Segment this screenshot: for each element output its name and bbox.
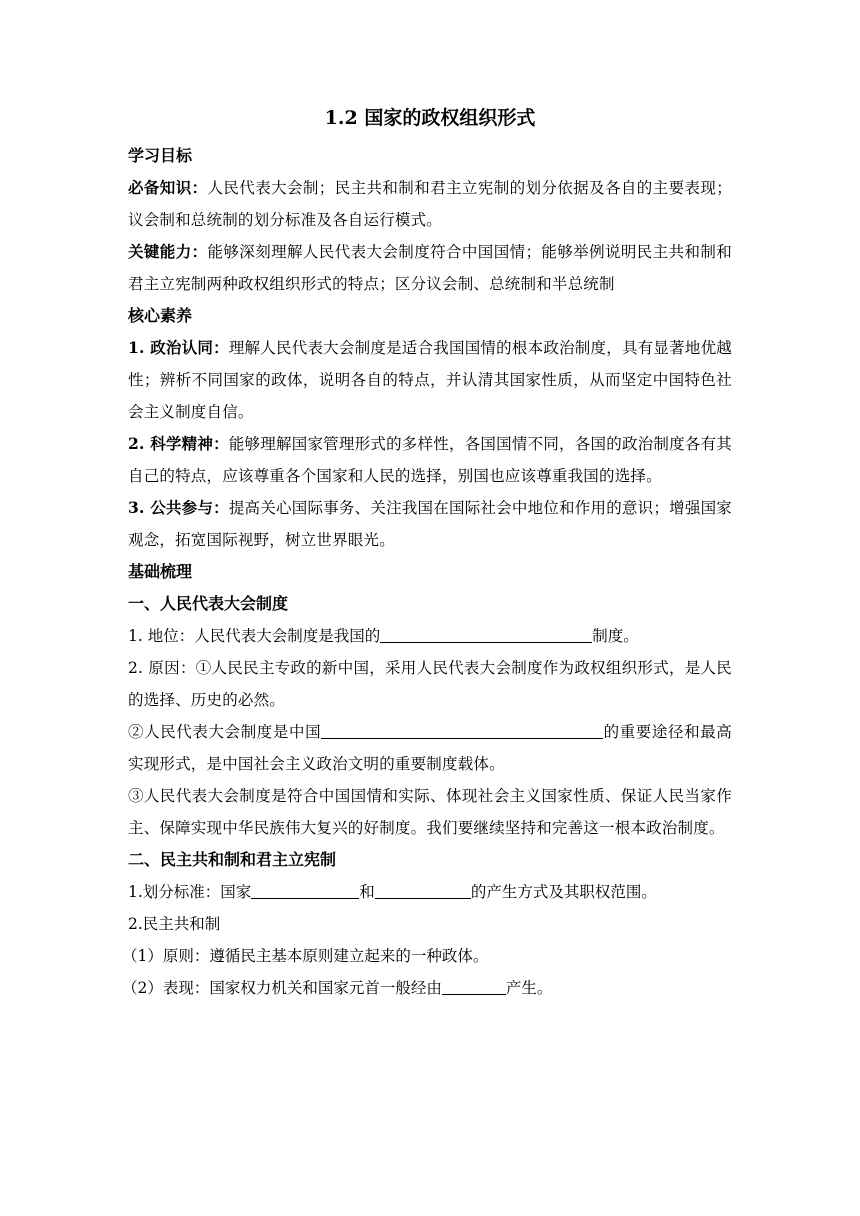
literacy-item-label: 2. 科学精神： <box>128 434 229 453</box>
section1-reason3-paragraph: ③人民代表大会制度是符合中国国情和实际、体现社会主义国家性质、保证人民当家作主、保障实现中华民族伟大复兴的好制度。我们要继续坚持和完善这一根本政治制度。 <box>128 787 732 837</box>
document-page <box>122 104 732 1004</box>
section2-principle-paragraph: （1）原则：遵循民主基本原则建立起来的一种政体。 <box>122 947 489 965</box>
literacy-item <box>128 332 732 428</box>
status-text-end: 制度。 <box>592 627 639 645</box>
fill-blank[interactable] <box>380 624 592 643</box>
basics-heading: 基础梳理 <box>128 562 193 581</box>
knowledge-label: 必备知识： <box>128 178 208 197</box>
literacy-item-text: 提高关心国际事务、关注我国在国际社会中地位和作用的意识；增强国家观念，拓宽国际视野，树立世界眼光。 <box>128 499 732 549</box>
reason2-text-end: 的重要途径和最高实现形式，是中国社会主义政治文明的重要制度载体。 <box>128 723 732 773</box>
standard-text: 1.划分标准：国家 <box>128 883 252 901</box>
knowledge-paragraph <box>128 172 732 236</box>
fill-blank[interactable] <box>321 720 603 739</box>
literacy-item-label: 3. 公共参与： <box>128 498 229 517</box>
section1-reason2-paragraph <box>128 716 732 780</box>
literacy-item <box>128 492 732 556</box>
section2-standard-paragraph <box>128 876 732 908</box>
section2-expression-paragraph <box>122 972 732 1004</box>
objectives-heading: 学习目标 <box>128 146 193 165</box>
literacy-item-label: 1. 政治认同： <box>128 338 229 357</box>
expression-text-end: 产生。 <box>505 979 553 997</box>
literacy-item-text: 能够理解国家管理形式的多样性，各国国情不同，各国的政治制度各有其自己的特点，应该尊重各个国家和人民的选择，别国也应该尊重我国的选择。 <box>128 435 732 485</box>
fill-blank[interactable] <box>251 880 359 899</box>
reason2-text: ②人民代表大会制度是中国 <box>128 723 322 741</box>
literacy-item <box>128 428 732 492</box>
status-text: 1. 地位：人民代表大会制度是我国的 <box>128 627 381 645</box>
section1-heading: 一、人民代表大会制度 <box>128 594 289 613</box>
ability-text: 能够深刻理解人民代表大会制度符合中国国情；能够举例说明民主共和制和君主立宪制两种政权组织形式的特点；区分议会制、总统制和半总统制 <box>128 243 732 293</box>
standard-text-end: 的产生方式及其职权范围。 <box>470 883 657 901</box>
standard-and: 和 <box>359 883 375 901</box>
literacy-item-text: 理解人民代表大会制度是适合我国国情的根本政治制度，具有显著地优越性；辨析不同国家的政体，说明各自的特点，并认清其国家性质，从而坚定中国特色社会主义制度自信。 <box>128 339 732 421</box>
page-title: 1.2 国家的政权组织形式 <box>324 107 536 129</box>
literacy-heading: 核心素养 <box>128 306 193 325</box>
ability-label: 关键能力： <box>128 242 208 261</box>
fill-blank[interactable] <box>442 976 506 995</box>
section1-status-paragraph <box>128 620 732 652</box>
section2-republic-heading: 2.民主共和制 <box>128 915 221 933</box>
section2-heading: 二、民主共和制和君主立宪制 <box>128 850 337 869</box>
ability-paragraph <box>128 236 732 300</box>
expression-text: （2）表现：国家权力机关和国家元首一般经由 <box>122 979 442 997</box>
fill-blank[interactable] <box>375 880 471 899</box>
knowledge-text: 人民代表大会制；民主共和制和君主立宪制的划分依据及各自的主要表现；议会制和总统制的划分标准及各自运行模式。 <box>128 179 732 229</box>
section1-reason-paragraph: 2. 原因：①人民民主专政的新中国，采用人民代表大会制度作为政权组织形式，是人民的选择、历史的必然。 <box>128 659 732 709</box>
